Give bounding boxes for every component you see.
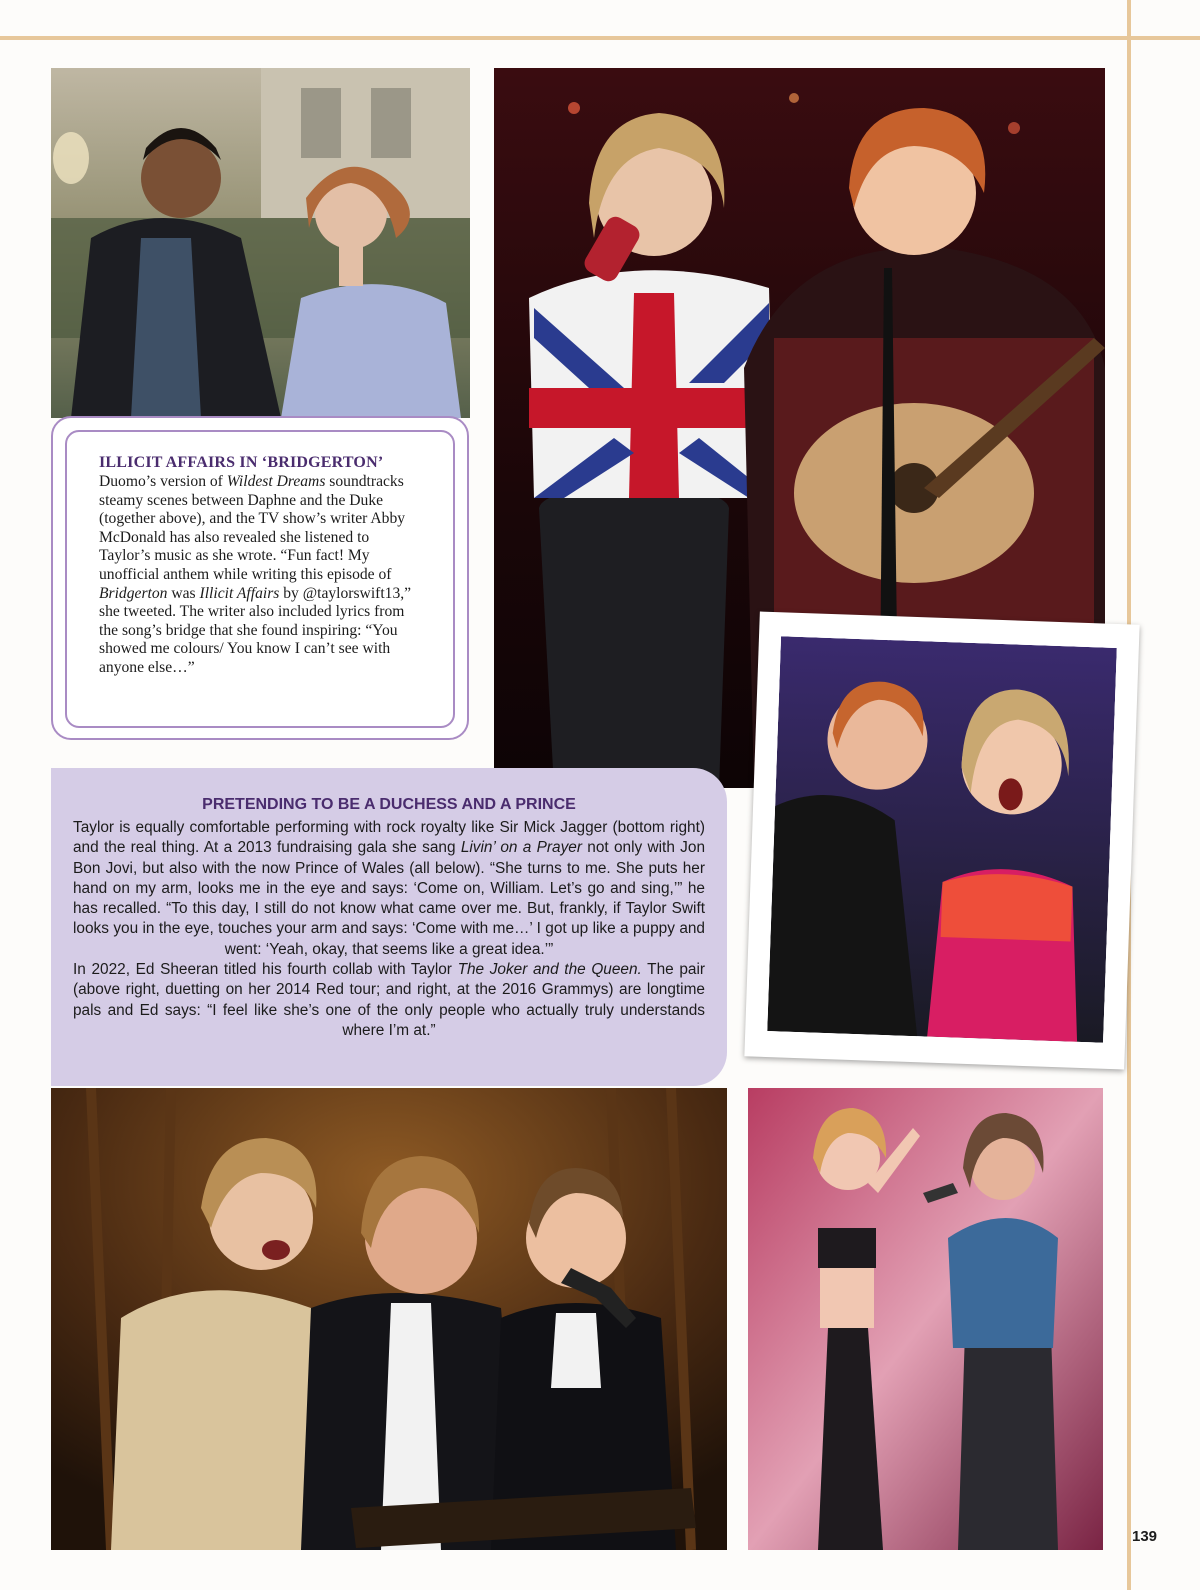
page-number: 139 [1132, 1528, 1158, 1545]
panel-paragraph-2: In 2022, Ed Sheeran titled his fourth collab with Taylor The Joker and the Queen. The pair (above right, duetting on her 2014 Red tour; and right, at the 2016 Grammys) are longtime pals and Ed says: “I feel like she’s one of the only people who actually truly understands where I’m at.” [73, 961, 705, 1039]
photo-bridgerton [51, 68, 470, 418]
panel-title: PRETENDING TO BE A DUCHESS AND A PRINCE [202, 796, 576, 813]
photo-gala [51, 1088, 727, 1550]
duchess-prince-panel [51, 768, 727, 1086]
top-rule [0, 36, 1200, 40]
panel-paragraph-1: Taylor is equally comfortable performing with rock royalty like Sir Mick Jagger (bottom right) and the real thing. At a 2013 fundraising gala she sang Livin’ on a Prayer not only with Jon Bon Jovi, but also with the now Prince of Wales (all below). “She turns to me. She puts her hand on my arm, looks me in the eye and says: ‘Come on, William. Let’s go and sing,’” he has recalled. “To this day, I still do not know what came over me. But, frankly, if Taylor Swift looks you in the eye, touches your arm and says: ‘Come with me…’ I got up like a puppy and went: ‘Yeah, okay, that seems like a great idea.’” [73, 819, 706, 958]
bridgerton-text: Duomo’s version of Wildest Dreams soundtracks steamy scenes between Daphne and the Duke (together above), and the TV show’s writer Abby McDonald has also revealed she listened to Taylor’s music as she wrote. “Fun fact! My unofficial anthem while writing this episode of Bridgerton was Illicit Affairs by @taylorswift13,” she tweeted. The writer also included lyrics from the song’s bridge that she found inspiring: “You showed me colours/ You know I can’t see with anyone else…” [99, 473, 412, 676]
panel-text [73, 818, 705, 1041]
bridgerton-caption-box [65, 430, 455, 728]
photo-jagger [748, 1088, 1103, 1550]
bridgerton-title: ILLICIT AFFAIRS IN ‘BRIDGERTON’ [99, 454, 384, 471]
photo-grammys [744, 612, 1139, 1070]
